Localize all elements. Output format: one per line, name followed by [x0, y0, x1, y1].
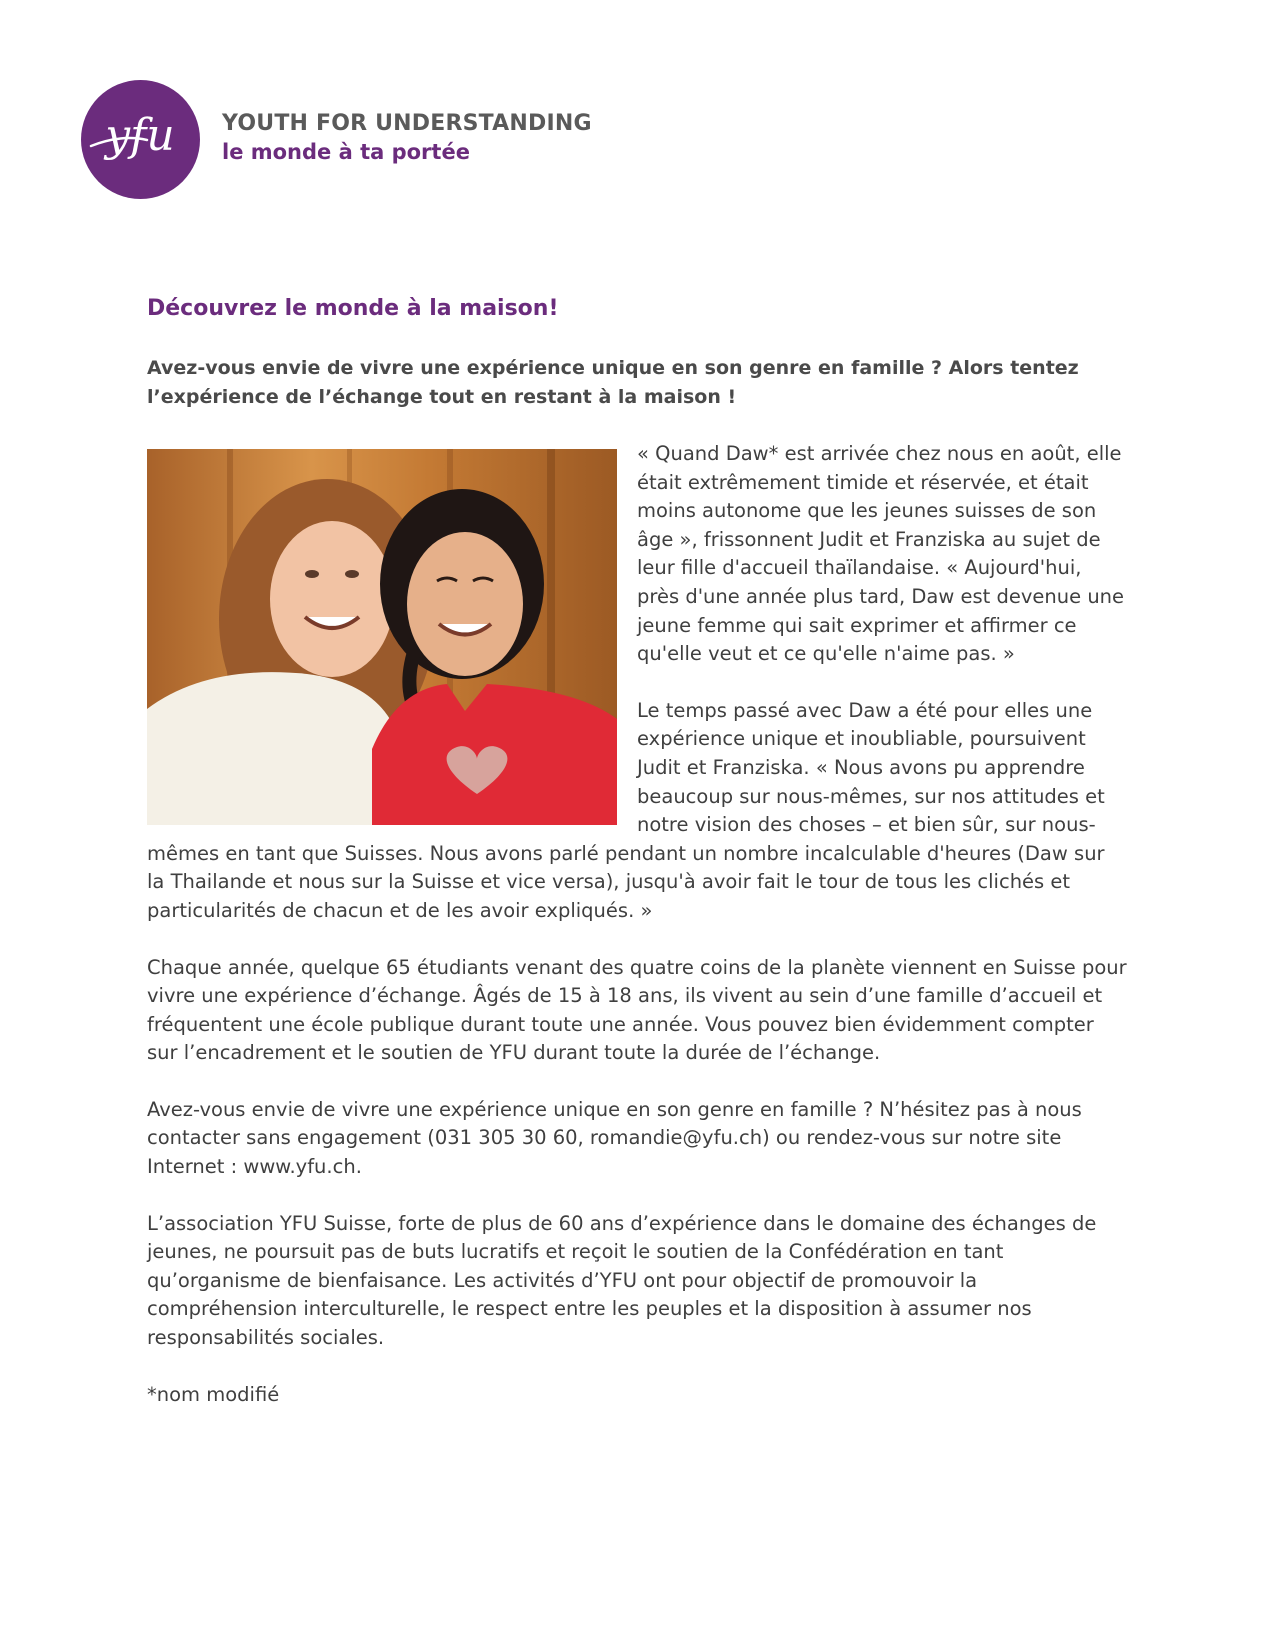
brand-name: YOUTH FOR UNDERSTANDING: [222, 111, 592, 136]
paragraph-4: Avez-vous envie de vivre une expérience unique en son genre en famille ? N’hésitez pas à nous contacter sans engagement (031 305 30 60, romandie@yfu.ch) ou rendez-vous sur notre site Internet : www.yfu.ch.: [147, 1097, 1082, 1179]
paragraph-2: Le temps passé avec Daw a été pour elles une expérience unique et inoubliable, poursuivent Judit et Franziska. « Nous avons pu apprendre beaucoup sur nous-mêmes, sur nos attitudes et notre vision des choses – et bien sûr, sur nous-mêmes en tant que Suisses. Nous avons parlé pendant un nombre incalculable d'heures (Daw sur la Thailande et nous sur la Suisse et vice versa), jusqu'à avoir fait le tour de tous les clichés et particularités de chacun et de les avoir expliqués. »: [147, 698, 1105, 922]
article: [147, 292, 1127, 1409]
article-headline: Découvrez le monde à la maison!: [147, 296, 559, 321]
yfu-logo-mark-icon: [81, 80, 200, 199]
yfu-logo: [81, 80, 200, 199]
paragraph-1: « Quand Daw* est arrivée chez nous en août, elle était extrêmement timide et réservée, et était moins autonome que les jeunes suisses de son âge », frissonnent Judit et Franziska au sujet de leur fille d'accueil thaïlandaise. « Aujourd'hui, près d'une année plus tard, Daw est devenue une jeune femme qui sait exprimer et affirmer ce qu'elle veut et ce qu'elle n'aime pas. »: [637, 442, 1125, 666]
photo-two-smiling-women-icon: [147, 449, 617, 825]
logo-text: yfu: [105, 110, 175, 161]
paragraph-3: Chaque année, quelque 65 étudiants venant des quatre coins de la planète viennent en Suisse pour vivre une expérience d’échange. Âgés de 15 à 18 ans, ils vivent au sein d’une famille d’accueil et fréquentent une école publique durant toute une année. Vous pouvez bien évidemment compter sur l’encadrement et le soutien de YFU durant toute la durée de l’échange.: [147, 955, 1127, 1065]
footnote: *nom modifié: [147, 1382, 280, 1406]
paragraph-5: L’association YFU Suisse, forte de plus de 60 ans d’expérience dans le domaine des échanges de jeunes, ne poursuit pas de buts lucratifs et reçoit le soutien de la Confédération en tant qu’organisme de bienfaisance. Les activités d’YFU ont pour objectif de promouvoir la compréhension interculturelle, le respect entre les peuples et la disposition à assumer nos responsabilités sociales.: [147, 1211, 1097, 1350]
article-lead: Avez-vous envie de vivre une expérience unique en son genre en famille ? Alors tentez l’expérience de l’échange tout en restant à la maison !: [147, 357, 1079, 408]
brand-tagline: le monde à ta portée: [222, 140, 470, 164]
story-block: [147, 440, 1127, 954]
brand-block: [222, 110, 592, 166]
